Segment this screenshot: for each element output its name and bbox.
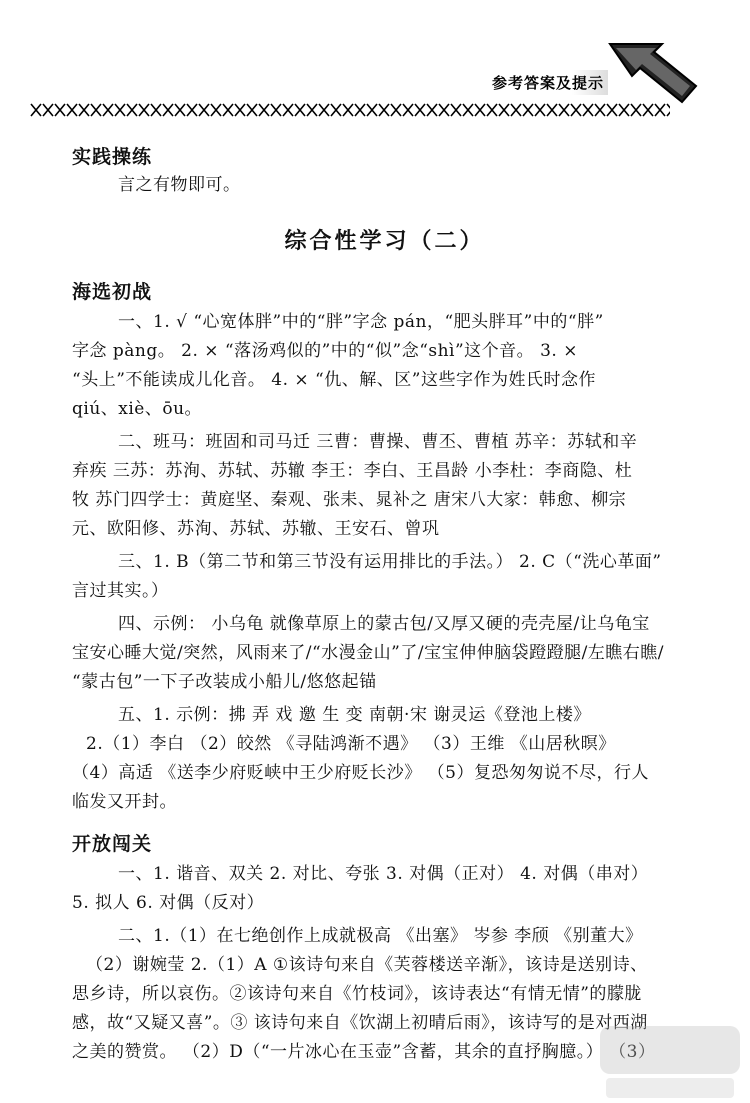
answer-line: 牧 苏门四学士：黄庭坚、秦观、张耒、晁补之 唐宋八大家：韩愈、柳宗 <box>72 490 627 510</box>
section-title-practice: 实践操练 <box>72 146 153 168</box>
answer-line: 弃疾 三苏：苏洵、苏轼、苏辙 李王：李白、王昌龄 小李杜：李商隐、杜 <box>72 461 633 481</box>
answer-line: “头上”不能读成儿化音。 4. × “仇、解、区”这些字作为姓氏时念作 <box>72 370 596 390</box>
answer-line: 5. 拟人 6. 对偶（反对） <box>72 893 265 913</box>
answer-line: 二、班马：班固和司马迁 三曹：曹操、曹丕、曹植 苏辛：苏轼和辛 <box>118 432 638 452</box>
answer-line: 元、欧阳修、苏洵、苏轼、苏辙、王安石、曾巩 <box>72 519 440 539</box>
answer-line: 二、1.（1）在七绝创作上成就极高 《出塞》 岑参 李颀 《别董大》 <box>118 926 643 946</box>
section-title-open: 开放闯关 <box>72 833 153 855</box>
page-header <box>0 0 750 130</box>
answer-line: 四、示例： 小乌龟 就像草原上的蒙古包/又厚又硬的壳壳屋/让乌龟宝 <box>118 614 650 634</box>
practice-answer: 言之有物即可。 <box>118 175 241 195</box>
section-title-selection: 海选初战 <box>72 281 153 303</box>
answer-line: 感，故“又疑又喜”。③ 该诗句来自《饮湖上初晴后雨》，该诗写的是对西湖 <box>72 1013 648 1033</box>
answer-line: 一、1. √ “心宽体胖”中的“胖”字念 pán，“肥头胖耳”中的“胖” <box>118 312 604 332</box>
page-title: 综合性学习（二） <box>284 229 485 254</box>
answer-line: 临发又开封。 <box>72 792 177 812</box>
answer-content <box>72 140 697 1067</box>
answer-line: 三、1. B（第二节和第三节没有运用排比的手法。） 2. C（“洗心革面” <box>118 552 662 572</box>
answer-line: （2）谢婉莹 2.（1）A ①该诗句来自《芙蓉楼送辛渐》，该诗是送别诗、 <box>86 955 648 975</box>
answer-line: 宝安心睡大觉/突然，风雨来了/“水漫金山”了/宝宝伸伸脑袋蹬蹬腿/左瞧右瞧/ <box>72 643 665 663</box>
answer-line: 一、1. 谐音、双关 2. 对比、夸张 3. 对偶（正对） 4. 对偶（串对） <box>118 864 649 884</box>
answer-line: 思乡诗，所以哀伤。②该诗句来自《竹枝词》，该诗表达“有情无情”的朦胧 <box>72 984 642 1004</box>
answer-line: 之美的赞赏。 （2）D（“一片冰心在玉壶”含蓄，其余的直抒胸臆。） （3） <box>72 1042 656 1062</box>
answer-line: （4）高适 《送李少府贬峡中王少府贬长沙》 （5）复恐匆匆说不尽，行人 <box>72 763 649 783</box>
answer-line: qiú、xiè、ōu。 <box>72 399 203 419</box>
header-label: 参考答案及提示 <box>488 70 608 95</box>
answer-line: 2.（1）李白 （2）皎然 《寻陆鸿渐不遇》 （3）王维 《山居秋暝》 <box>86 734 616 754</box>
answer-line: 字念 pàng。 2. × “落汤鸡似的”中的“似”念“shì”这个音。 3. × <box>72 341 578 361</box>
answer-line: 五、1. 示例：拂 弄 戏 邀 生 变 南朝·宋 谢灵运《登池上楼》 <box>118 705 591 725</box>
answer-line: “蒙古包”一下子改装成小船儿/悠悠起锚 <box>72 672 377 692</box>
decorative-border <box>30 101 670 119</box>
watermark-logo <box>590 1018 750 1103</box>
answer-line: 言过其实。） <box>72 581 169 601</box>
